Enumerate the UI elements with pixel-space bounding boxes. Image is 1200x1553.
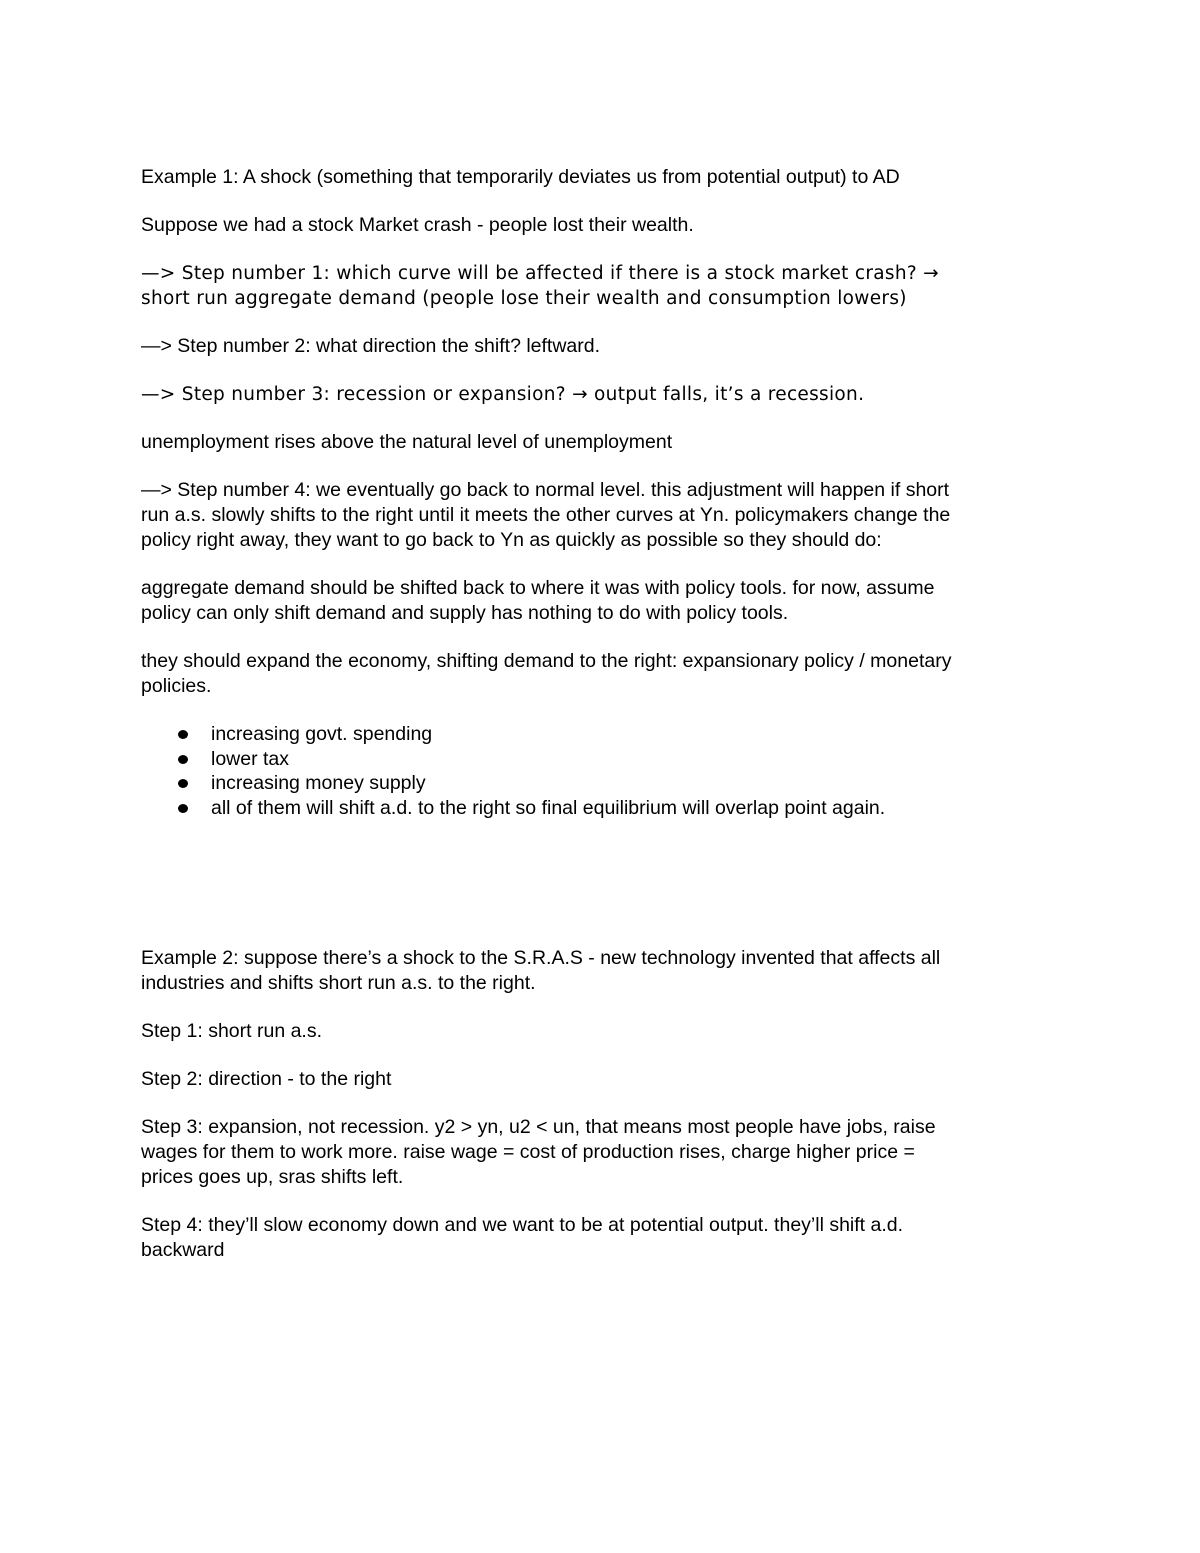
example1-policy (141, 576, 1061, 626)
example2-step3 (141, 1115, 1061, 1190)
list-item (141, 771, 1061, 796)
example1-title (141, 165, 1061, 190)
example1-policy-line2: policy can only shift demand and supply has nothing to do with policy tools. (141, 602, 789, 624)
example1-step2-text: —> Step number 2: what direction the shift? leftward. (141, 335, 601, 357)
example1-setup-text: Suppose we had a stock Market crash - people lost their wealth. (141, 214, 694, 236)
example2-title-line1: Example 2: suppose there’s a shock to the S.R.A.S - new technology invented that affects all (141, 947, 941, 969)
example1-unemployment-text: unemployment rises above the natural level of unemployment (141, 431, 673, 453)
example1-step2 (141, 334, 1061, 359)
example2-step4 (141, 1213, 1061, 1263)
example1-step4-line2: run a.s. slowly shifts to the right until it meets the other curves at Yn. policymakers change the (141, 504, 951, 526)
example2-step1 (141, 1019, 1061, 1044)
list-item-text: all of them will shift a.d. to the right so final equilibrium will overlap point again. (211, 796, 886, 819)
example2-step4-line2: backward (141, 1239, 225, 1261)
list-item (141, 747, 1061, 772)
example1-step4-line3: policy right away, they want to go back to Yn as quickly as possible so they should do: (141, 529, 882, 551)
example1-unemployment (141, 430, 1061, 455)
example1-step3-text: —> Step number 3: recession or expansion? → output falls, it’s a recession. (141, 384, 865, 405)
example2-step2-text: Step 2: direction - to the right (141, 1068, 392, 1090)
example1-step1-line2: short run aggregate demand (people lose their wealth and consumption lowers) (141, 288, 907, 309)
example1-expand-line2: policies. (141, 675, 212, 697)
list-item (141, 796, 1061, 821)
example1-step1-line1: —> Step number 1: which curve will be affected if there is a stock market crash? → (141, 263, 939, 284)
bullet-icon (178, 755, 188, 764)
example1-expand-line1: they should expand the economy, shifting demand to the right: expansionary policy / monetary (141, 650, 952, 672)
example2-title (141, 946, 1061, 996)
example1-step4-line1: —> Step number 4: we eventually go back to normal level. this adjustment will happen if short (141, 479, 950, 501)
example1-title-text: Example 1: A shock (something that temporarily deviates us from potential output) to AD (141, 166, 900, 188)
example1-expand (141, 649, 1061, 699)
list-item-text: increasing govt. spending (211, 723, 433, 745)
bullet-icon (178, 779, 188, 788)
example2-step3-line3: prices goes up, sras shifts left. (141, 1166, 404, 1188)
example2-step1-text: Step 1: short run a.s. (141, 1020, 323, 1042)
example2-step3-line2: wages for them to work more. raise wage = cost of production rises, charge higher price = (141, 1141, 915, 1163)
example1-policy-line1: aggregate demand should be shifted back to where it was with policy tools. for now, assume (141, 577, 935, 599)
section-spacer (141, 820, 1061, 946)
example1-step3 (141, 382, 1061, 407)
bullet-icon (178, 804, 188, 813)
list-item-text: lower tax (211, 747, 290, 770)
list-item (141, 722, 1061, 747)
example2-step2 (141, 1067, 1061, 1092)
example2-title-line2: industries and shifts short run a.s. to the right. (141, 972, 536, 994)
example1-setup (141, 213, 1061, 238)
list-item-text: increasing money supply (211, 772, 426, 794)
policy-tools-list (141, 722, 1061, 820)
example1-step4 (141, 478, 1061, 553)
example2-step3-line1: Step 3: expansion, not recession. y2 > yn, u2 < un, that means most people have jobs, raise (141, 1116, 936, 1138)
bullet-icon (178, 730, 188, 739)
example2-step4-line1: Step 4: they’ll slow economy down and we want to be at potential output. they’ll shift a.d. (141, 1214, 904, 1236)
example1-step1 (141, 261, 1061, 311)
document-body (141, 165, 1061, 1286)
